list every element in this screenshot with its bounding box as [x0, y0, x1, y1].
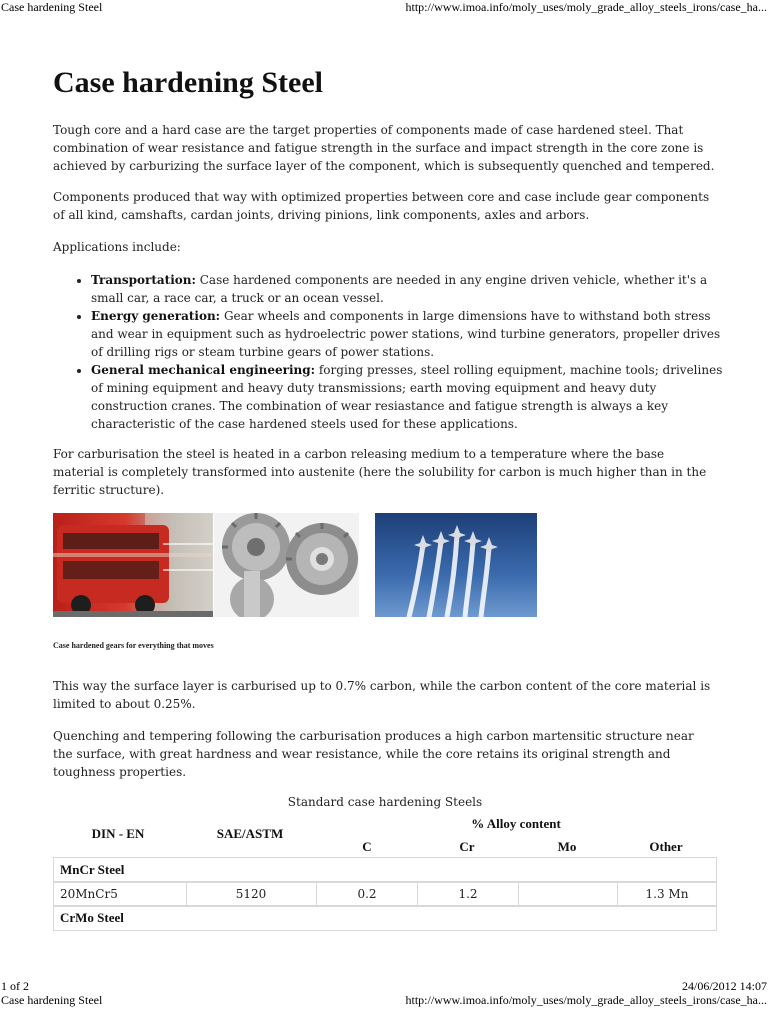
list-item: [91, 307, 733, 361]
application-text: Case hardened components are needed in any engine driven vehicle, whether it's a small car, a race car, a truck or an ocean vessel.: [91, 273, 708, 305]
table-caption: Standard case hardening Steels: [287, 795, 483, 809]
jets-photo: [375, 513, 537, 617]
quenching-paragraph: Quenching and tempering following the carburisation produces a high carbon martensitic structure near the surface, with great hardness and wear resistance, while the core retains its original strength and toughness properties.: [53, 729, 694, 779]
table-row: [53, 881, 717, 907]
surface-layer-paragraph: This way the surface layer is carburised up to 0.7% carbon, while the carbon content of the core material is limited to about 0.25%.: [53, 679, 711, 711]
group-row: [53, 857, 717, 883]
applications-intro: Applications include:: [53, 240, 181, 254]
footer-title: Case hardening Steel: [1, 993, 103, 1007]
cell-din-en: 20MnCr5: [54, 882, 187, 906]
print-timestamp: 24/06/2012 14:07: [681, 979, 767, 993]
cell-mo: [519, 882, 618, 906]
cell-c: 0.2: [317, 882, 418, 906]
applications-list: [75, 271, 733, 433]
application-text: forging presses, steel rolling equipment, machine tools; drivelines of mining equipment and heavy duty transmissions; earth moving equipment and heavy duty construction cranes. The combination of wear resiastance and fatigue strength is always a key characteristic of the case hardened steels used for these applications.: [91, 363, 723, 431]
col-header-din-en: DIN - EN: [91, 826, 145, 841]
cell-other: 1.3 Mn: [645, 887, 689, 901]
col-header-other: Other: [649, 839, 683, 854]
col-header-alloy-content: % Alloy content: [471, 816, 561, 831]
col-header-sae-astm: SAE/ASTM: [216, 826, 284, 841]
cell-sae-astm: 5120: [186, 882, 317, 906]
components-paragraph: Components produced that way with optimized properties between core and case include gear components of all kind, camshafts, cardan joints, driving pinions, link components, axles and arbors.: [53, 190, 710, 222]
group-row: [53, 905, 717, 931]
image-caption: Case hardened gears for everything that moves: [53, 641, 214, 650]
list-item: [91, 271, 733, 307]
cell-cr: 1.2: [418, 882, 519, 906]
gears-photo: [214, 513, 359, 617]
bus-photo: [53, 513, 213, 617]
col-header-c: C: [362, 839, 372, 854]
header-title: Case hardening Steel: [1, 0, 103, 14]
bus-illustration: [53, 513, 213, 617]
col-header-cr: Cr: [459, 839, 475, 854]
print-header: [0, 0, 768, 14]
application-term: Energy generation:: [91, 309, 221, 323]
page-title: Case hardening Steel: [53, 66, 323, 99]
gears-illustration: [214, 513, 359, 617]
image-strip: [53, 513, 537, 617]
application-term: Transportation:: [91, 273, 196, 287]
next-page-header: [0, 993, 768, 1007]
carburisation-paragraph: For carburisation the steel is heated in a carbon releasing medium to a temperature where the base material is completely transformed into austenite (here the solubility for carbon is much higher than in the ferritic structure).: [53, 447, 707, 497]
footer-url[interactable]: http://www.imoa.info/moly_uses/moly_grade_alloy_steels_irons/case_ha...: [405, 993, 767, 1007]
application-term: General mechanical engineering:: [91, 363, 316, 377]
intro-paragraph: Tough core and a hard case are the target properties of components made of case hardened steel. That combination of wear resistance and fatigue strength in the surface and impact strength in the core zone is achieved by carburizing the surface layer of the component, which is subsequently quenched and tempered.: [53, 123, 715, 173]
group-name: MnCr Steel: [60, 862, 125, 877]
list-item: [91, 361, 733, 433]
page-count: 1 of 2: [1, 979, 29, 993]
jets-illustration: [375, 513, 537, 617]
application-text: Gear wheels and components in large dimensions have to withstand both stress and wear in equipment such as hydroelectric power stations, wind turbine generators, propeller drives of drilling rigs or steam turbine gears of power stations.: [91, 309, 721, 359]
print-footer: [0, 979, 768, 993]
group-name: CrMo Steel: [60, 910, 124, 925]
header-url[interactable]: http://www.imoa.info/moly_uses/moly_grade_alloy_steels_irons/case_ha...: [405, 0, 767, 14]
col-header-mo: Mo: [557, 839, 577, 854]
